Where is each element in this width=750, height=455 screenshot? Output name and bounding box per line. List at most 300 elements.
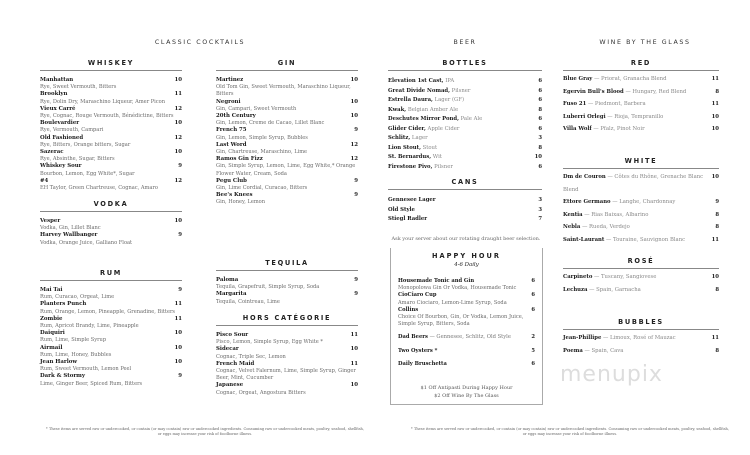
item-name: French 75	[216, 127, 247, 134]
item-price: 11	[174, 91, 182, 98]
item-price: 12	[174, 177, 182, 184]
menu-item	[216, 178, 358, 192]
wine-region: — Pfalz, Pinot Noir	[593, 126, 645, 133]
happy-hour-desc: Choice Of Bourbon, Gin, Or Vodka, Lemon Juice, Simple Syrup, Bitters, Soda	[398, 314, 524, 328]
happy-hour-item	[398, 307, 535, 329]
item-name: Sazerac	[40, 149, 64, 156]
happy-hour-label	[398, 292, 437, 299]
item-description: Rye, Vermouth, Campari	[40, 127, 104, 134]
happy-hour-name: Dad Beers	[398, 334, 428, 341]
beer-item	[388, 106, 542, 116]
item-name: Whiskey Sour	[40, 163, 82, 170]
happy-hour-hours: 4-6 Daily	[454, 262, 479, 268]
wine-price: 10	[711, 174, 719, 180]
section-hors-cat-gorie	[216, 314, 358, 397]
item-description: Rye, Sweet Vermouth, Bitters	[40, 84, 117, 91]
happy-hour-row	[398, 361, 535, 368]
section-title: TEQUILA	[265, 259, 309, 267]
beer-price: 3	[538, 135, 542, 141]
menu-item	[40, 106, 182, 120]
happy-hour-price: 6	[531, 306, 535, 313]
wine-region: — Touraine, Sauvignon Blanc	[605, 236, 686, 243]
menu-item-row	[216, 178, 358, 185]
section-divider	[216, 70, 358, 71]
menu-item	[40, 218, 182, 232]
menu-item	[216, 291, 358, 305]
happy-hour-box	[390, 248, 543, 405]
item-name: Negroni	[216, 98, 241, 105]
beer-name: Glider Cider,	[388, 125, 426, 132]
beer-name: Elevation 1st Cast,	[388, 78, 444, 84]
menu-item	[216, 142, 358, 156]
beer-label	[388, 87, 470, 97]
wine-label	[563, 221, 630, 234]
item-name: Old Fashioned	[40, 134, 84, 141]
menu-item-row	[40, 120, 182, 127]
menu-item-row	[40, 163, 182, 170]
menu-item-row	[216, 99, 358, 106]
wine-name: Poema	[563, 347, 583, 354]
beer-name: Old Style	[388, 206, 415, 213]
beer-label	[388, 96, 464, 106]
beer-name: Stiegl Radler	[388, 216, 428, 222]
happy-hour-label	[398, 307, 418, 314]
item-description: Cognac, Triple Sec, Lemon	[216, 353, 286, 360]
item-price: 9	[354, 277, 358, 283]
item-description: Tequila, Grapefruit, Simple Syrup, Soda	[216, 284, 320, 291]
item-description: Gin, Lemon, Creme de Cacao, Lillet Blanc	[216, 120, 325, 127]
section-title: WHISKEY	[87, 59, 135, 67]
happy-hour-row	[398, 334, 535, 341]
beer-name: Estrella Daura,	[388, 97, 433, 103]
item-name: Mai Tai	[40, 287, 63, 293]
wine-name: Nebla	[563, 224, 581, 231]
wine-label	[563, 86, 686, 99]
section-divider	[216, 270, 358, 271]
happy-hour-item	[398, 292, 535, 306]
beer-label	[388, 215, 427, 225]
item-price: 12	[174, 105, 182, 112]
wine-label	[563, 111, 663, 124]
happy-hour-row	[398, 292, 535, 299]
beer-item	[388, 196, 542, 206]
wine-item	[563, 98, 719, 111]
wine-name: Fuso 21	[563, 101, 587, 108]
section-title: CANS	[451, 178, 479, 186]
wine-name: Kentia	[563, 211, 583, 218]
happy-hour-name: Collins	[398, 306, 419, 313]
menu-item	[40, 287, 182, 301]
item-description: Gin, Chartreuse, Maraschino, Lime	[216, 149, 308, 156]
item-name: Planters Punch	[40, 301, 87, 308]
happy-hour-desc: Amaro Ciociaro, Lemon-Lime Syrup, Soda	[398, 299, 507, 306]
item-price: 9	[178, 232, 182, 239]
wine-region: — Tuscany, Sangiovese	[594, 274, 657, 280]
beer-price: 10	[534, 154, 542, 160]
menu-item-row	[40, 232, 182, 239]
beer-label	[388, 77, 454, 87]
happy-hour-title: HAPPY HOUR	[432, 252, 501, 260]
item-description: Rye, Cognac, Rouge Vermouth, Bénédictine, Bitters	[40, 113, 174, 120]
wine-label	[563, 123, 645, 136]
wine-price: 10	[711, 126, 719, 133]
menu-item	[216, 77, 358, 99]
section-divider	[388, 189, 542, 190]
item-price: 10	[174, 344, 182, 351]
item-price: 10	[174, 77, 182, 83]
menu-item-row	[216, 127, 358, 134]
menu-item-row	[216, 192, 358, 199]
section-bubbles	[563, 318, 719, 357]
happy-hour-price: 6	[531, 292, 535, 299]
menu-item	[40, 135, 182, 149]
item-name: Vesper	[40, 218, 61, 224]
wine-item	[563, 332, 719, 345]
beer-name: Firestone Pivo,	[388, 163, 433, 170]
item-name: Manhattan	[40, 77, 74, 83]
happy-hour-label	[398, 278, 474, 285]
section-divider	[563, 268, 719, 269]
beer-label	[388, 115, 482, 125]
item-description: Rum, Lime, Honey, Bubbles	[40, 351, 112, 358]
item-description: Rum, Orange, Lemon, Pineapple, Grenadine, Bitters	[40, 308, 176, 315]
wine-name: Luberri Orlegi	[563, 113, 606, 120]
item-description: Cognac, Orgeat, Angostura Bitters	[216, 389, 306, 396]
wine-item	[563, 209, 719, 222]
item-name: Daiquiri	[40, 330, 65, 337]
item-description: Bourbon, Lemon, Egg White*, Sugar	[40, 170, 135, 177]
item-price: 9	[178, 287, 182, 293]
happy-hour-offer: $2 Off Wine By The Glass	[434, 393, 499, 400]
item-name: Last Word	[216, 141, 247, 148]
item-description: Rum, Apricot Brandy, Lime, Pineapple	[40, 323, 139, 330]
section-rum	[40, 269, 182, 388]
footer-disclaimer-left: * These items are served raw or undercooked, or contain (or may contain) raw or undercooked ingredients. Consuming raw or undercooked meats, poultry, seafood, shellfish, or eggs may increase your risk of foodborne illness.	[46, 427, 364, 436]
wine-label	[563, 234, 685, 247]
menu-item	[40, 316, 182, 330]
item-description: Cognac, Velvet Falernum, Lime, Simple Syrup, Ginger Beer, Mint, Cucumber	[216, 368, 356, 382]
beer-label	[388, 163, 453, 173]
watermark-logo: menupix	[560, 362, 663, 387]
beer-label	[388, 125, 459, 135]
happy-hour-label	[398, 348, 437, 355]
section-divider	[563, 168, 719, 169]
beer-item	[388, 215, 542, 225]
menu-item-row	[216, 291, 358, 298]
draught-note: Ask your server about our rotating draught beer selection.	[391, 236, 541, 242]
beer-style: Stout	[422, 144, 438, 151]
item-description: Gin, Lime Cordial, Curacao, Bitters	[216, 185, 308, 192]
wine-price: 8	[715, 88, 719, 95]
section-title: ROSÉ	[627, 257, 655, 265]
beer-price: 6	[538, 78, 542, 84]
wine-region: — Limoux, Rosé of Mauzac	[603, 335, 676, 341]
wine-label	[563, 332, 676, 345]
footer-disclaimer-right: * These items are served raw or undercooked, or contain (or may contain) raw or undercooked ingredients. Consuming raw or undercooked meats, poultry, seafood, shellfish, or eggs may increase your risk of foodborne illness.	[411, 427, 729, 436]
wine-price: 9	[715, 199, 719, 206]
beer-item	[388, 125, 542, 135]
menu-item-row	[40, 178, 182, 185]
beer-style: Belgian Amber Ale	[407, 106, 459, 113]
beer-price: 3	[538, 197, 542, 203]
happy-hour-row	[398, 348, 535, 355]
section-divider	[388, 70, 542, 71]
menu-item	[40, 345, 182, 359]
happy-hour-label	[398, 361, 447, 368]
wine-price: 11	[711, 76, 719, 82]
cocktails-header: CLASSIC COCKTAILS	[154, 39, 246, 46]
wine-name: Saint-Laurant	[563, 236, 605, 243]
happy-hour-label	[398, 334, 511, 341]
wine-name: Ettore Germano	[563, 199, 611, 206]
happy-hour-price: 5	[531, 347, 535, 354]
wine-name: Egervin Bull's Blood	[563, 88, 624, 95]
item-price: 10	[174, 330, 182, 337]
item-price: 10	[350, 77, 358, 83]
happy-hour-row	[398, 278, 535, 285]
wine-region: — Spain, Cava	[584, 347, 624, 354]
beer-name: Lion Stout,	[388, 144, 421, 151]
item-description: Rum, Sweet Vermouth, Lemon Peel	[40, 366, 132, 373]
wine-label	[563, 284, 641, 297]
menu-item	[40, 359, 182, 373]
beer-price: 7	[538, 216, 542, 222]
menu-item-row	[40, 301, 182, 308]
beer-price: 6	[538, 163, 542, 170]
menu-item	[40, 91, 182, 105]
section-title: VODKA	[93, 200, 129, 208]
happy-hour-item	[398, 334, 535, 341]
beer-name: St. Bernardus,	[388, 154, 432, 160]
item-name: Boulevardier	[40, 120, 80, 127]
wine-item	[563, 234, 719, 247]
menu-item	[216, 192, 358, 206]
menu-item-row	[40, 77, 182, 84]
menu-item	[216, 346, 358, 360]
item-name: Margarita	[216, 291, 247, 298]
happy-hour-offer: $1 Off Antipasti During Happy Hour	[420, 385, 513, 392]
wine-name: Dm de Couron	[563, 174, 606, 180]
beer-label	[388, 153, 442, 163]
menu-item-row	[40, 373, 182, 380]
menu-item	[216, 127, 358, 141]
wine-item	[563, 111, 719, 124]
wine-region: — Piedmont, Barbera	[587, 101, 646, 108]
wine-item	[563, 123, 719, 136]
beer-item	[388, 96, 542, 106]
wine-name: Blue Gray	[563, 76, 593, 82]
happy-hour-row	[398, 307, 535, 314]
happy-hour-item	[398, 361, 535, 368]
menu-item-row	[40, 316, 182, 323]
item-price: 9	[354, 177, 358, 184]
wine-item	[563, 86, 719, 99]
beer-header: BEER	[453, 39, 477, 46]
section-divider	[563, 329, 719, 330]
item-description: Gin, Honey, Lemon	[216, 199, 266, 206]
menu-item	[40, 163, 182, 177]
happy-hour-item	[398, 348, 535, 355]
item-price: 9	[178, 373, 182, 380]
happy-hour-price: 6	[531, 360, 535, 367]
menu-item-row	[40, 218, 182, 225]
beer-label	[388, 106, 458, 116]
beer-price: 6	[538, 87, 542, 94]
beer-label	[388, 206, 415, 216]
menu-item	[216, 361, 358, 383]
happy-hour-price: 6	[531, 278, 535, 284]
wine-price: 11	[711, 335, 719, 341]
beer-item	[388, 115, 542, 125]
beer-name: Schlitz,	[388, 135, 411, 141]
beer-item	[388, 87, 542, 97]
item-price: 12	[350, 141, 358, 148]
item-description: Vodka, Gin, Lillet Blanc	[40, 225, 101, 232]
section-title: GIN	[277, 59, 297, 67]
item-price: 10	[174, 218, 182, 224]
happy-hour-item	[398, 278, 535, 292]
section-divider	[40, 280, 182, 281]
item-price: 10	[174, 359, 182, 366]
item-price: 12	[174, 134, 182, 141]
beer-name: Great Divide Nomad,	[388, 87, 450, 94]
happy-hour-name: Daily Bruschetta	[398, 360, 447, 367]
item-name: Jean Harlow	[40, 359, 77, 366]
item-price: 10	[350, 98, 358, 105]
wine-header: WINE BY THE GLASS	[599, 39, 691, 46]
item-price: 11	[350, 360, 358, 367]
menu-item-row	[216, 77, 358, 84]
wine-price: 11	[711, 236, 719, 243]
beer-item	[388, 206, 542, 216]
menu-item	[40, 232, 182, 246]
wine-label	[563, 196, 675, 209]
item-name: Japanese	[216, 382, 244, 389]
item-name: Pegu Club	[216, 177, 247, 184]
item-description: Old Tom Gin, Sweet Vermouth, Maraschino Liqueur, Bitters	[216, 84, 351, 98]
menu-item	[40, 149, 182, 163]
beer-item	[388, 153, 542, 163]
menu-item	[216, 113, 358, 127]
happy-hour-price: 2	[531, 334, 535, 341]
item-price: 9	[178, 163, 182, 170]
menu-item	[216, 382, 358, 396]
beer-style: Lager	[411, 135, 428, 141]
menu-item	[40, 178, 182, 192]
section-title: RED	[630, 59, 652, 67]
beer-price: 6	[538, 116, 542, 122]
happy-hour-name: Housemade Tonic and Gin	[398, 278, 475, 284]
wine-label	[563, 171, 711, 196]
wine-label	[563, 209, 648, 222]
wine-price: 8	[715, 211, 719, 218]
section-divider	[40, 70, 182, 71]
item-price: 11	[350, 332, 358, 338]
wine-region: — Rueda, Verdejo	[582, 224, 630, 231]
item-price: 11	[174, 301, 182, 308]
beer-price: 6	[538, 97, 542, 103]
beer-name: Kwak,	[388, 106, 407, 113]
menu-item-row	[216, 142, 358, 149]
wine-item	[563, 196, 719, 209]
menu-item	[216, 277, 358, 291]
item-name: French Maid	[216, 360, 255, 367]
menu-item	[40, 120, 182, 134]
wine-label	[563, 98, 646, 111]
item-name: Airmail	[40, 344, 63, 351]
beer-name: Gennesee Lager	[388, 197, 436, 203]
section-title: RUM	[99, 269, 123, 277]
beer-item	[388, 77, 542, 87]
menu-item-row	[216, 156, 358, 163]
happy-hour-desc: Monopolowa Gin Or Vodka, Housemade Tonic	[398, 285, 517, 292]
section-title: WHITE	[624, 157, 658, 165]
item-description: EH Taylor, Green Chartreuse, Cognac, Amaro	[40, 185, 158, 192]
item-name: #4	[40, 177, 49, 184]
menu-item	[216, 332, 358, 346]
wine-label	[563, 271, 656, 284]
section-red	[563, 59, 719, 136]
item-description: Pisco, Lemon, Simple Syrup, Egg White *	[216, 339, 323, 346]
wine-price: 8	[715, 347, 719, 354]
item-price: 9	[354, 291, 358, 298]
section-title: BUBBLES	[618, 318, 664, 326]
wine-label	[563, 73, 666, 86]
wine-item	[563, 345, 719, 358]
item-price: 10	[350, 382, 358, 389]
item-price: 10	[174, 120, 182, 127]
wine-item	[563, 271, 719, 284]
beer-price: 8	[538, 106, 542, 113]
beer-label	[388, 196, 436, 206]
beer-name: Deschutes Mirror Pond,	[388, 116, 459, 122]
happy-hour-name: CioCiaro Cup	[398, 292, 437, 299]
item-price: 10	[350, 113, 358, 120]
item-name: Pisco Sour	[216, 332, 249, 338]
wine-region: — Hungary, Red Blend	[625, 88, 687, 95]
wine-region: — Rioja, Tempranillo	[607, 113, 664, 120]
wine-price: 10	[711, 113, 719, 120]
item-description: Rye, Bitters, Orange bitters, Sugar	[40, 141, 131, 148]
section-gin	[216, 59, 358, 207]
wine-label	[563, 345, 623, 358]
wine-item	[563, 284, 719, 297]
beer-price: 3	[538, 206, 542, 213]
section-divider	[563, 70, 719, 71]
section-cans	[388, 178, 542, 225]
beer-price: 8	[538, 144, 542, 151]
wine-item	[563, 73, 719, 86]
wine-region: — Rias Baixas, Albarino	[584, 211, 649, 218]
item-price: 9	[354, 192, 358, 199]
menu-item-row	[216, 332, 358, 339]
item-name: Dark & Stormy	[40, 373, 86, 380]
menu-item-row	[40, 359, 182, 366]
item-name: Zombie	[40, 315, 63, 322]
item-price: 10	[174, 149, 182, 156]
menu-item	[216, 99, 358, 113]
item-description: Tequila, Cointreau, Lime	[216, 298, 280, 305]
beer-style: Wit	[432, 154, 442, 160]
item-description: Rye, Absinthe, Sugar, Bitters	[40, 156, 115, 163]
menu-item-row	[216, 346, 358, 353]
beer-style: Pilsner	[434, 163, 453, 170]
wine-item	[563, 221, 719, 234]
beer-style: IPA	[445, 78, 455, 84]
item-name: Sidecar	[216, 346, 239, 353]
menu-item-row	[216, 277, 358, 284]
wine-name: Lechuza	[563, 286, 588, 293]
